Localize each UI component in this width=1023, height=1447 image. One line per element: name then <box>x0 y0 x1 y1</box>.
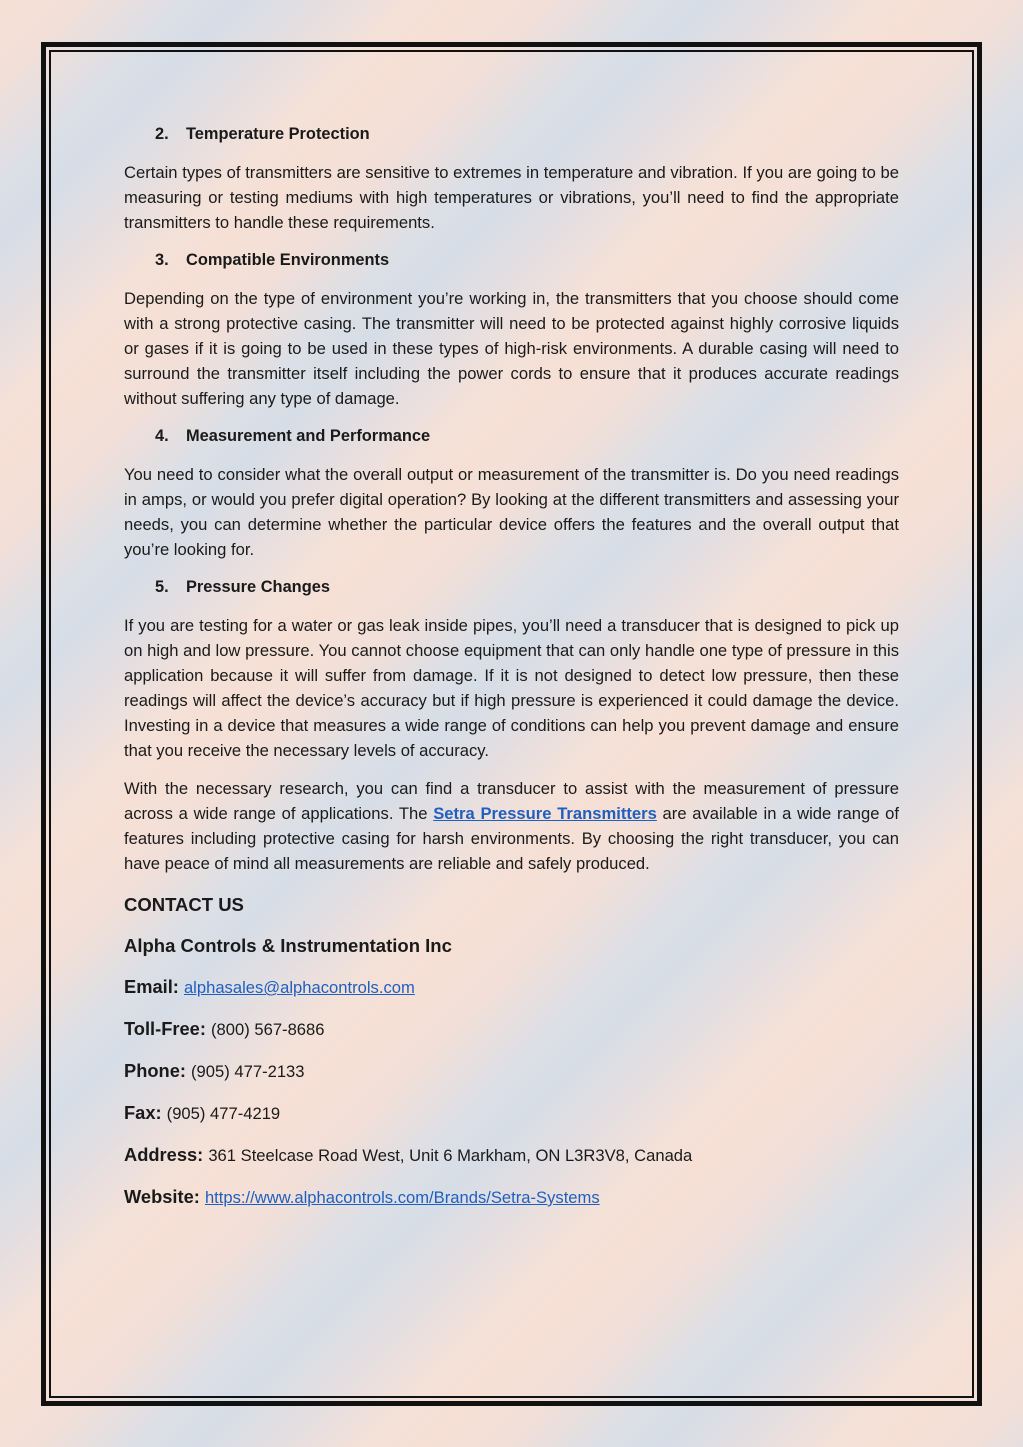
contact-heading: CONTACT US <box>124 894 244 915</box>
company-name: Alpha Controls & Instrumentation Inc <box>124 935 452 956</box>
address-value: 361 Steelcase Road West, Unit 6 Markham, ON L3R3V8, Canada <box>208 1146 693 1165</box>
section-paragraph: Depending on the type of environment you’re working in, the transmitters that you choose should come with a strong protective casing. The transmitter will need to be protected against highly corrosive liquids or gases if it is going to be used in these types of high-risk environments. A durable casing will need to surround the transmitter itself including the power cords to ensure that it produces accurate readings without suffering any type of damage. <box>124 289 899 408</box>
section-title: Temperature Protection <box>186 125 370 143</box>
closing-paragraph <box>124 776 899 876</box>
tollfree-value: (800) 567-8686 <box>211 1020 325 1039</box>
email-label: Email: <box>124 976 184 997</box>
section-number: 2. <box>155 125 169 143</box>
contact-address-row <box>124 1142 899 1168</box>
fax-value: (905) 477-4219 <box>166 1104 281 1123</box>
section-paragraph: You need to consider what the overall output or measurement of the transmitter is. Do you need readings in amps, or would you prefer digital operation? By looking at the different transmitters and assessing your needs, you can determine whether the particular device offers the features and the overall output that you’re looking for. <box>124 465 899 559</box>
section-heading <box>155 424 899 449</box>
contact-website-row <box>124 1184 899 1210</box>
section-title: Measurement and Performance <box>186 427 431 445</box>
closing-text-before: With the necessary research, you can find a transducer to assist with the measurement of pressure across a wide range of applications. The <box>124 779 899 823</box>
closing-text-after: are available in a wide range of features including protective casing for harsh environments. By choosing the right transducer, you can have peace of mind all measurements are reliable and safely produced. <box>124 804 900 873</box>
section-pressure-changes <box>124 575 899 763</box>
contact-tollfree-row <box>124 1016 899 1042</box>
contact-phone-row <box>124 1058 899 1084</box>
section-paragraph: Certain types of transmitters are sensitive to extremes in temperature and vibration. If you are going to be measuring or testing mediums with high temperatures or vibrations, you’ll need to find the appropriate transmitters to handle these requirements. <box>124 163 899 232</box>
section-heading <box>155 248 899 273</box>
phone-label: Phone: <box>124 1060 192 1081</box>
contact-fax-row <box>124 1100 899 1126</box>
tollfree-label: Toll-Free: <box>124 1018 212 1039</box>
website-link[interactable]: https://www.alphacontrols.com/Brands/Setra-Systems <box>204 1188 600 1207</box>
contact-email-row <box>124 974 899 1000</box>
section-measurement-performance <box>124 424 899 562</box>
section-number: 3. <box>155 251 169 269</box>
section-heading <box>155 122 899 147</box>
address-label: Address: <box>124 1144 209 1165</box>
setra-transmitters-link[interactable]: Setra Pressure Transmitters <box>433 804 657 823</box>
fax-label: Fax: <box>124 1102 167 1123</box>
section-paragraph: If you are testing for a water or gas leak inside pipes, you’ll need a transducer that is designed to pick up on high and low pressure. You cannot choose equipment that can only handle one type of pressure in this application because it will suffer from damage. If it is not designed to detect low pressure, then these readings will affect the device’s accuracy but if high pressure is experienced it could damage the device. Investing in a device that measures a wide range of conditions can help you prevent damage and ensure that you receive the necessary levels of accuracy. <box>124 616 899 760</box>
section-compatible-environments <box>124 248 899 411</box>
section-number: 4. <box>155 427 169 445</box>
document-body <box>124 122 899 1210</box>
section-number: 5. <box>155 578 169 596</box>
section-title: Pressure Changes <box>186 578 330 596</box>
website-label: Website: <box>124 1186 205 1207</box>
email-link[interactable]: alphasales@alphacontrols.com <box>183 978 415 997</box>
section-temperature-protection <box>124 122 899 235</box>
phone-value: (905) 477-2133 <box>191 1062 305 1081</box>
section-heading <box>155 575 899 600</box>
section-title: Compatible Environments <box>186 251 390 269</box>
